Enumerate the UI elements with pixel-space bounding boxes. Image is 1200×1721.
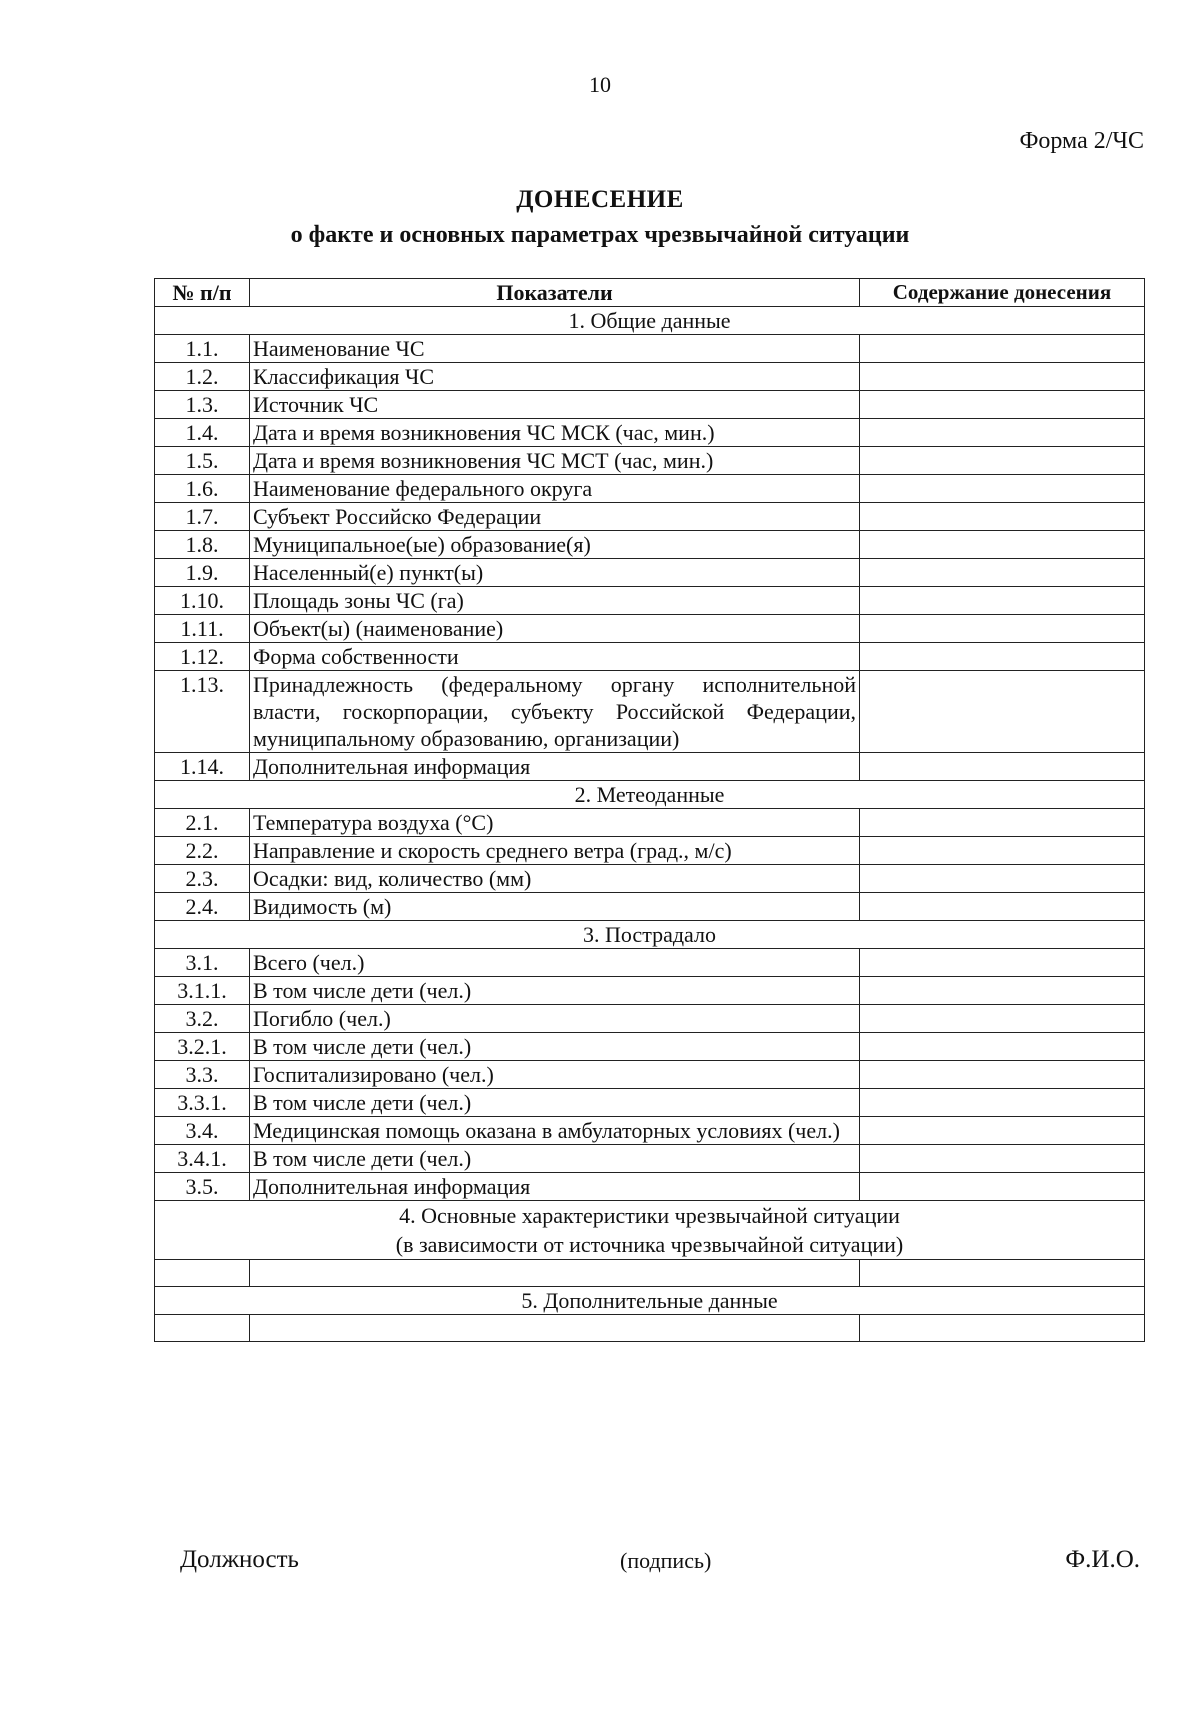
section-title: 2. Метеоданные [155,781,1145,809]
row-content-cell[interactable] [860,1117,1145,1145]
row-number: 3.1. [155,949,250,977]
row-content-cell[interactable] [860,391,1145,419]
row-content-cell[interactable] [860,363,1145,391]
empty-content-cell[interactable] [860,1315,1145,1342]
row-indicator: Медицинская помощь оказана в амбулаторных условиях (чел.) [250,1117,860,1145]
row-indicator: В том числе дети (чел.) [250,1145,860,1173]
table-row [155,615,1145,643]
table-row [155,1005,1145,1033]
row-number: 3.2. [155,1005,250,1033]
row-number: 1.4. [155,419,250,447]
row-indicator: Муниципальное(ые) образование(я) [250,531,860,559]
row-number: 1.12. [155,643,250,671]
row-number: 1.14. [155,753,250,781]
empty-number-cell[interactable] [155,1315,250,1342]
row-number: 3.4.1. [155,1145,250,1173]
row-indicator: Объект(ы) (наименование) [250,615,860,643]
row-number: 1.8. [155,531,250,559]
row-indicator: Осадки: вид, количество (мм) [250,865,860,893]
header-number: № п/п [155,279,250,307]
table-row [155,893,1145,921]
row-number: 1.2. [155,363,250,391]
row-indicator: Дополнительная информация [250,753,860,781]
row-number: 1.5. [155,447,250,475]
row-content-cell[interactable] [860,475,1145,503]
row-indicator: Источник ЧС [250,391,860,419]
row-content-cell[interactable] [860,1005,1145,1033]
row-indicator: Направление и скорость среднего ветра (град., м/с) [250,837,860,865]
row-number: 2.4. [155,893,250,921]
table-row [155,949,1145,977]
row-number: 1.1. [155,335,250,363]
table-row [155,335,1145,363]
row-indicator: В том числе дети (чел.) [250,977,860,1005]
table-row [155,671,1145,753]
row-content-cell[interactable] [860,809,1145,837]
row-indicator: Принадлежность (федеральному органу исполнительной власти, госкорпорации, субъекту Российской Федерации, муниципальному образованию, организации) [250,671,860,753]
table-row [155,1089,1145,1117]
row-number: 3.3.1. [155,1089,250,1117]
row-indicator: Дата и время возникновения ЧС МСК (час, мин.) [250,419,860,447]
row-content-cell[interactable] [860,1173,1145,1201]
table-row [155,1061,1145,1089]
section-row [155,781,1145,809]
row-number: 1.3. [155,391,250,419]
row-content-cell[interactable] [860,893,1145,921]
row-content-cell[interactable] [860,419,1145,447]
table-row [155,363,1145,391]
row-number: 3.5. [155,1173,250,1201]
row-indicator: Площадь зоны ЧС (га) [250,587,860,615]
table-row [155,865,1145,893]
signature-name: Ф.И.О. [1065,1546,1140,1573]
row-indicator: Субъект Российско Федерации [250,503,860,531]
document-subtitle: о факте и основных параметрах чрезвычайной ситуации [290,222,910,248]
empty-row [155,1315,1145,1342]
table-row [155,475,1145,503]
section-row [155,921,1145,949]
empty-content-cell[interactable] [860,1260,1145,1287]
row-number: 1.13. [155,671,250,753]
row-content-cell[interactable] [860,615,1145,643]
table-row [155,503,1145,531]
row-number: 1.10. [155,587,250,615]
row-content-cell[interactable] [860,753,1145,781]
row-number: 1.6. [155,475,250,503]
empty-indicator-cell[interactable] [250,1315,860,1342]
row-content-cell[interactable] [860,335,1145,363]
row-indicator: Наименование ЧС [250,335,860,363]
section-title: 1. Общие данные [155,307,1145,335]
table-row [155,977,1145,1005]
row-content-cell[interactable] [860,531,1145,559]
row-content-cell[interactable] [860,1061,1145,1089]
row-number: 3.2.1. [155,1033,250,1061]
table-row [155,531,1145,559]
section-row [155,1201,1145,1260]
document-title: ДОНЕСЕНИЕ [516,186,684,213]
row-content-cell[interactable] [860,977,1145,1005]
table-row [155,1173,1145,1201]
empty-number-cell[interactable] [155,1260,250,1287]
row-indicator: Госпитализировано (чел.) [250,1061,860,1089]
table-row [155,559,1145,587]
table-row [155,1117,1145,1145]
row-indicator: Всего (чел.) [250,949,860,977]
header-content: Содержание донесения [860,279,1145,307]
row-content-cell[interactable] [860,1145,1145,1173]
row-number: 3.1.1. [155,977,250,1005]
report-body [155,307,1145,1342]
row-indicator: Дата и время возникновения ЧС МСТ (час, мин.) [250,447,860,475]
section-title-line: (в зависимости от источника чрезвычайной ситуации) [395,1232,904,1257]
form-code: Форма 2/ЧС [1019,128,1144,154]
row-indicator: Температура воздуха (°С) [250,809,860,837]
table-row [155,753,1145,781]
table-row [155,447,1145,475]
signature-position: Должность [180,1546,299,1573]
table-row [155,419,1145,447]
table-row [155,391,1145,419]
row-content-cell[interactable] [860,671,1145,753]
table-row [155,1033,1145,1061]
row-number: 2.1. [155,809,250,837]
table-header-row [155,279,1145,307]
row-indicator: Населенный(е) пункт(ы) [250,559,860,587]
table-row [155,837,1145,865]
row-number: 1.9. [155,559,250,587]
row-indicator: В том числе дети (чел.) [250,1033,860,1061]
row-content-cell[interactable] [860,865,1145,893]
header-indicator: Показатели [250,279,860,307]
section-title: 3. Пострадало [155,921,1145,949]
row-content-cell[interactable] [860,1089,1145,1117]
row-content-cell[interactable] [860,1033,1145,1061]
empty-row [155,1260,1145,1287]
row-indicator: Наименование федерального округа [250,475,860,503]
row-indicator: Погибло (чел.) [250,1005,860,1033]
section-title: 5. Дополнительные данные [155,1287,1145,1315]
row-number: 1.7. [155,503,250,531]
row-number: 1.11. [155,615,250,643]
report-table [154,278,1145,1342]
row-indicator: Видимость (м) [250,893,860,921]
table-row [155,587,1145,615]
row-content-cell[interactable] [860,949,1145,977]
section-row [155,1287,1145,1315]
row-content-cell[interactable] [860,503,1145,531]
row-content-cell[interactable] [860,837,1145,865]
table-row [155,1145,1145,1173]
row-content-cell[interactable] [860,447,1145,475]
row-indicator: Классификация ЧС [250,363,860,391]
row-indicator: В том числе дети (чел.) [250,1089,860,1117]
signature-sign: (подпись) [620,1548,712,1573]
page-number: 10 [589,72,611,97]
section-row [155,307,1145,335]
row-content-cell[interactable] [860,587,1145,615]
row-content-cell[interactable] [860,559,1145,587]
row-content-cell[interactable] [860,643,1145,671]
row-number: 2.2. [155,837,250,865]
row-indicator: Форма собственности [250,643,860,671]
row-number: 2.3. [155,865,250,893]
table-row [155,643,1145,671]
section-title-line: 4. Основные характеристики чрезвычайной ситуации [399,1203,900,1228]
row-number: 3.3. [155,1061,250,1089]
row-indicator: Дополнительная информация [250,1173,860,1201]
table-row [155,809,1145,837]
empty-indicator-cell[interactable] [250,1260,860,1287]
section-title [155,1201,1145,1260]
row-number: 3.4. [155,1117,250,1145]
